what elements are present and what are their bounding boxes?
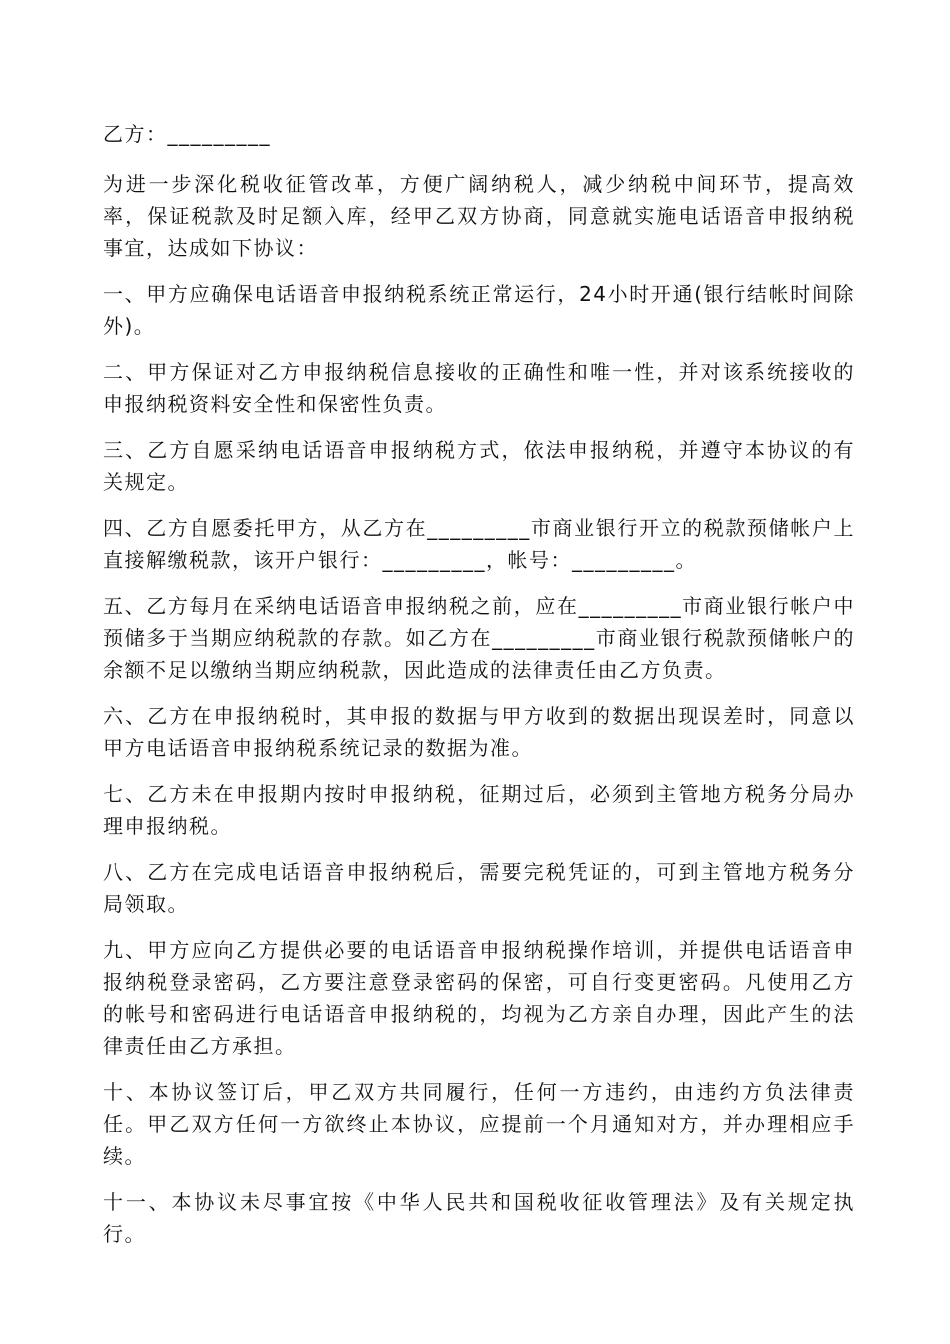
clause-1: 一、甲方应确保电话语音申报纳税系统正常运行，24小时开通(银行结帐时间除外)。 bbox=[103, 282, 855, 338]
clause-8: 八、乙方在完成电话语音申报纳税后，需要完税凭证的，可到主管地方税务分局领取。 bbox=[103, 860, 855, 916]
clause-9: 九、甲方应向乙方提供必要的电话语音申报纳税操作培训，并提供电话语音申报纳税登录密码，乙方要注意登录密码的保密，可自行变更密码。凡使用乙方的帐号和密码进行电话语音申报纳税的，均视为乙方亲自办理，因此产生的法律责任由乙方承担。 bbox=[103, 938, 855, 1058]
clause-10: 十、本协议签订后，甲乙双方共同履行，任何一方违约，由违约方负法律责任。甲乙双方任何一方欲终止本协议，应提前一个月通知对方，并办理相应手续。 bbox=[103, 1080, 855, 1168]
clause-11: 十一、本协议未尽事宜按《中华人民共和国税收征收管理法》及有关规定执行。 bbox=[103, 1190, 855, 1246]
clause-6: 六、乙方在申报纳税时，其申报的数据与甲方收到的数据出现误差时，同意以甲方电话语音申报纳税系统记录的数据为准。 bbox=[103, 704, 855, 760]
clause-5: 五、乙方每月在采纳电话语音申报纳税之前，应在_________市商业银行帐户中预储多于当期应纳税款的存款。如乙方在_________市商业银行税款预储帐户的余额不足以缴纳当期应纳税款，因此造成的法律责任由乙方负责。 bbox=[103, 594, 855, 682]
clause-3: 三、乙方自愿采纳电话语音申报纳税方式，依法申报纳税，并遵守本协议的有关规定。 bbox=[103, 438, 855, 494]
party-b-line: 乙方：_________ bbox=[103, 122, 271, 146]
agreement-intro: 为进一步深化税收征管改革，方便广阔纳税人，减少纳税中间环节，提高效率，保证税款及时足额入库，经甲乙双方协商，同意就实施电话语音申报纳税事宜，达成如下协议： bbox=[103, 172, 855, 260]
agreement-document bbox=[103, 118, 855, 1264]
clause-2: 二、甲方保证对乙方申报纳税信息接收的正确性和唯一性，并对该系统接收的申报纳税资料安全性和保密性负责。 bbox=[103, 360, 855, 416]
clause-4: 四、乙方自愿委托甲方，从乙方在_________市商业银行开立的税款预储帐户上直接解缴税款，该开户银行：_________，帐号：_________。 bbox=[103, 516, 855, 572]
clause-7: 七、乙方未在申报期内按时申报纳税，征期过后，必须到主管地方税务分局办理申报纳税。 bbox=[103, 782, 855, 838]
